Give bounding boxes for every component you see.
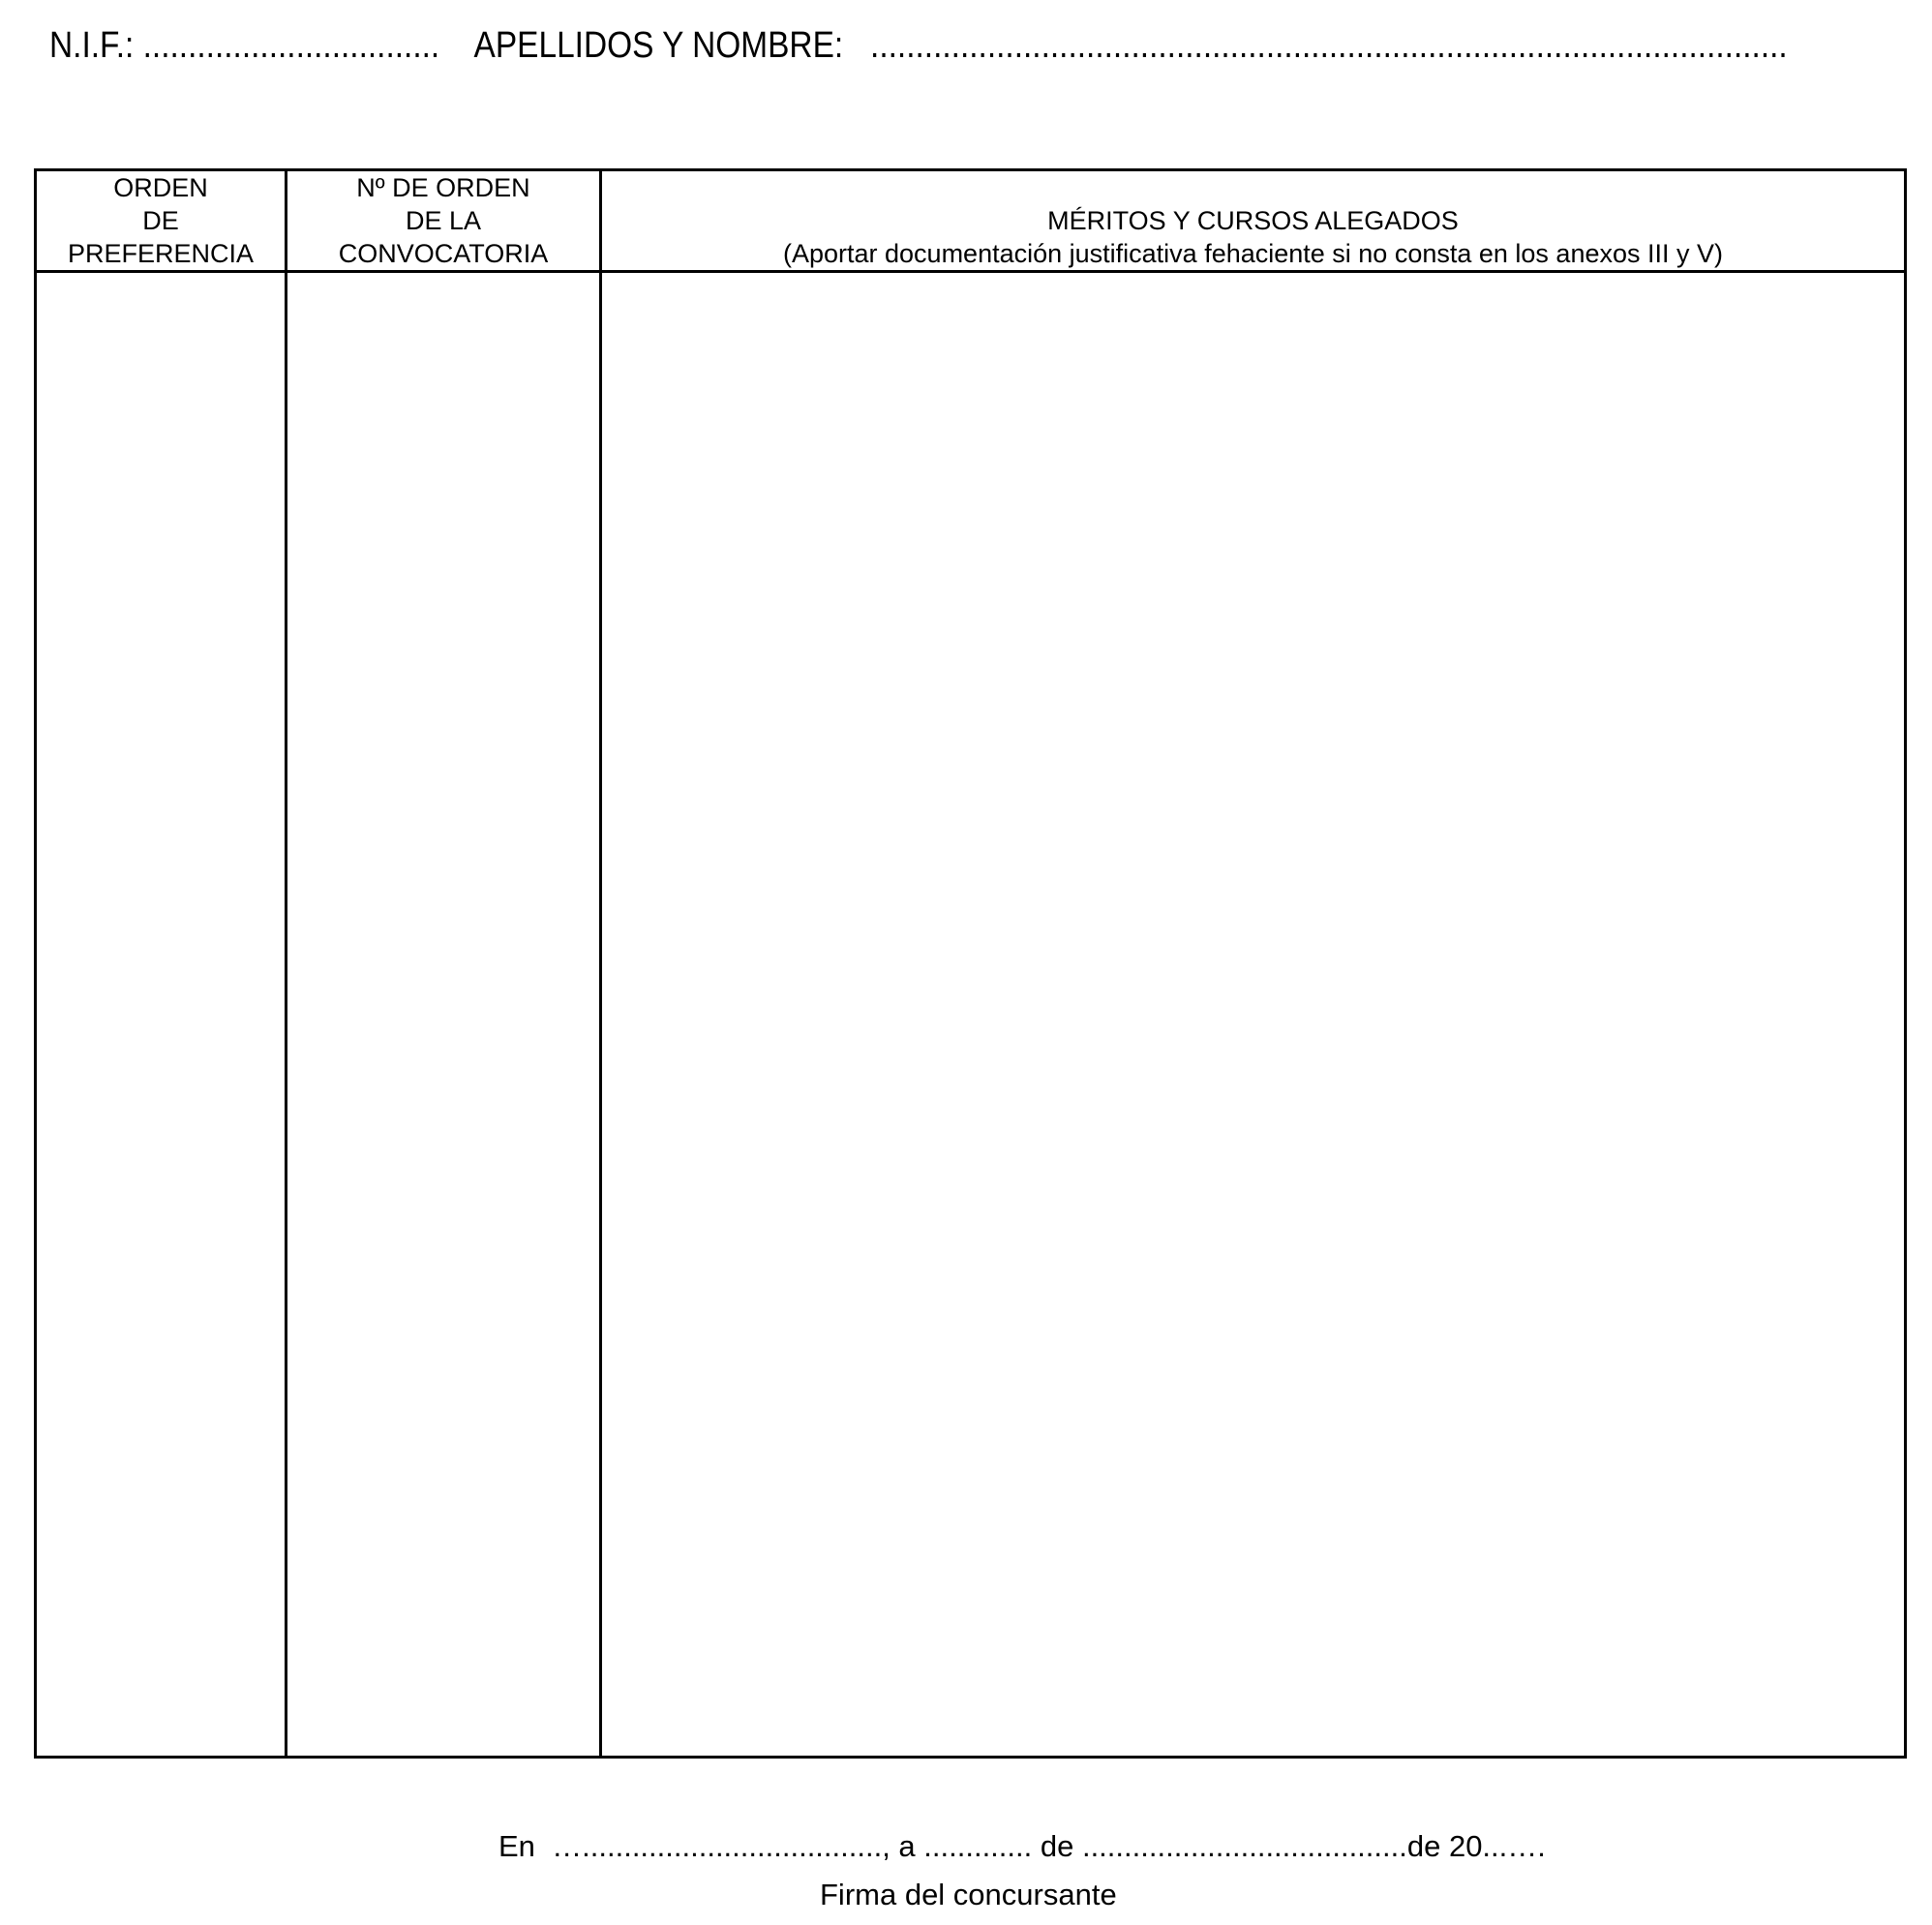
table-header-row bbox=[36, 170, 1906, 272]
merits-table bbox=[34, 168, 1907, 1759]
column-header-line: PREFERENCIA bbox=[67, 239, 255, 268]
merits-courses-cell[interactable] bbox=[601, 272, 1906, 1758]
column-header-note: (Aportar documentación justificativa fehaciente si no consta en los anexos III y V) bbox=[782, 239, 1723, 268]
column-header-preference-order bbox=[36, 170, 287, 272]
column-header-line: CONVOCATORIA bbox=[338, 239, 549, 268]
name-label: APELLIDOS Y NOMBRE: bbox=[473, 25, 844, 66]
call-order-number-cell[interactable] bbox=[287, 272, 601, 1758]
preference-order-cell[interactable] bbox=[36, 272, 287, 1758]
column-header-line: Nº DE ORDEN bbox=[356, 173, 530, 202]
place-date-line[interactable]: En …...................................., a ............. de .......................................de 20...…. bbox=[498, 1829, 1546, 1863]
table-row bbox=[36, 272, 1906, 1758]
applicant-identification-line bbox=[49, 25, 1788, 67]
column-header-line: DE bbox=[142, 206, 179, 235]
signature-label: Firma del concursante bbox=[820, 1878, 1117, 1911]
name-field[interactable]: ...................................................................................................... bbox=[870, 25, 1788, 66]
column-header-line: DE LA bbox=[405, 206, 482, 235]
column-header-line: ORDEN bbox=[113, 173, 208, 202]
column-header-call-order-number bbox=[287, 170, 601, 272]
nif-field[interactable]: ................................. bbox=[142, 25, 440, 66]
column-header-line: MÉRITOS Y CURSOS ALEGADOS bbox=[1047, 206, 1459, 235]
column-header-merits-courses bbox=[601, 170, 1906, 272]
nif-label: N.I.F.: bbox=[49, 25, 135, 66]
